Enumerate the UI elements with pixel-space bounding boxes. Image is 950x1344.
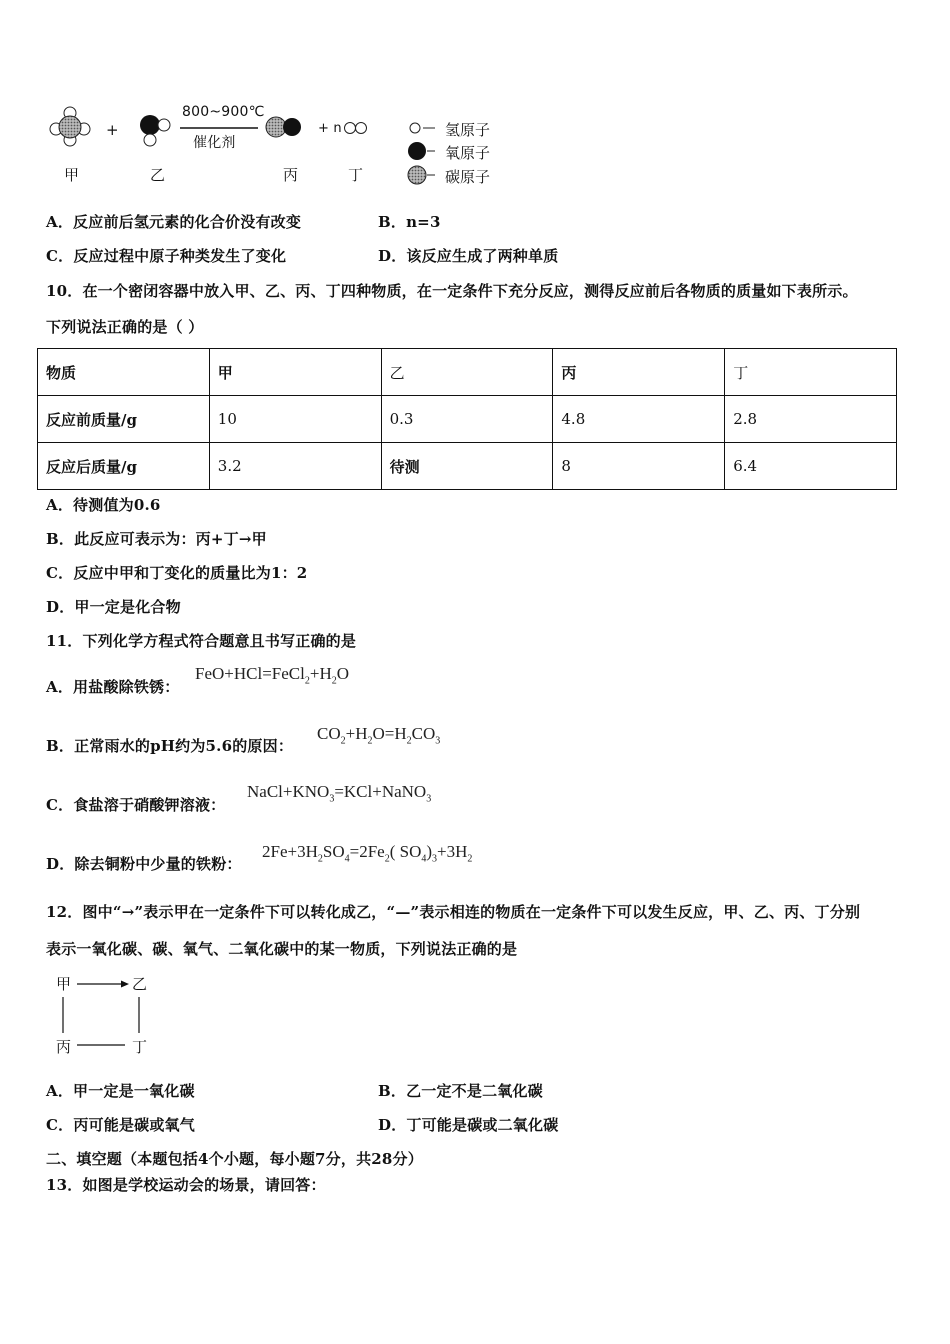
q10-option-b: B．此反应可表示为：丙+丁→甲 [46,530,267,548]
table-cell: 10 [209,396,381,443]
table-cell: 反应后质量/g [38,443,210,490]
reaction-condition-temperature: 800~900℃ [182,104,265,120]
q11-option-b-equation: $CO_2+H_2O=H_2CO_3$ [317,724,441,747]
section-2-heading: 二、填空题（本题包括4个小题，每小题7分，共28分） [46,1150,423,1168]
diagram-node-yi: 乙 [132,975,148,993]
q11-option-d-equation: $2Fe+3H_2SO_4=2Fe_2$( $SO_4)_3+3H_2$ [262,842,473,865]
q9-option-d: D．该反应生成了两种单质 [378,247,559,265]
q10-stem-line2: 下列说法正确的是（ ） [46,318,204,336]
q11-stem: 11．下列化学方程式符合题意且书写正确的是 [46,632,357,650]
table-cell: 乙 [381,349,553,396]
table-cell: 0.3 [381,396,553,443]
q11-option-b-label: B．正常雨水的pH约为5.6的原因： [46,737,294,755]
legend-oxygen-label: 氧原子 [445,144,491,162]
table-cell: 2.8 [725,396,897,443]
hydrogen-molecule-icon [345,123,367,134]
water-molecule-icon [140,115,170,146]
table-row [38,396,897,443]
table-row [38,443,897,490]
legend-carbon-label: 碳原子 [445,168,491,186]
q9-option-a: A．反应前后氢元素的化合价没有改变 [46,213,302,231]
q11-option-c-equation: $NaCl+KNO_3=KCl+NaNO_3$ [247,782,432,805]
q10-stem-line1: 10．在一个密闭容器中放入甲、乙、丙、丁四种物质，在一定条件下充分反应，测得反应前后各物质的质量如下表所示。 [46,282,858,300]
q10-option-c: C．反应中甲和丁变化的质量比为1：2 [46,564,308,582]
q11-option-c-label: C．食盐溶于硝酸钾溶液： [46,796,226,814]
diagram-node-ding: 丁 [132,1038,148,1056]
table-cell: 丁 [725,349,897,396]
diagram-node-bing: 丙 [56,1038,72,1056]
q11-option-a-equation: $FeO+HCl=FeCl_2+H_2O$ [195,664,350,687]
table-cell: 4.8 [553,396,725,443]
label-jia: 甲 [64,166,80,184]
legend-hydrogen-label: 氢原子 [445,121,491,139]
q12-option-b: B．乙一定不是二氧化碳 [378,1082,543,1100]
q12-stem-line2: 表示一氧化碳、碳、氧气、二氧化碳中的某一物质，下列说法正确的是 [46,940,518,958]
diagram-node-jia: 甲 [56,975,72,993]
table-header-row [38,349,897,396]
n-coefficient: + n [318,121,342,136]
table-cell: 物质 [38,349,210,396]
q12-option-a: A．甲一定是一氧化碳 [46,1082,195,1100]
label-bing: 丙 [283,166,299,184]
label-yi: 乙 [150,166,166,184]
q10-option-a: A．待测值为0.6 [46,496,161,514]
table-cell: 6.4 [725,443,897,490]
reaction-condition-catalyst: 催化剂 [193,135,236,151]
plus-sign: + [106,121,119,139]
q12-option-d: D．丁可能是碳或二氧化碳 [378,1116,559,1134]
q13-stem: 13．如图是学校运动会的场景，请回答： [46,1176,326,1194]
table-cell: 甲 [209,349,381,396]
table-cell: 待测 [381,443,553,490]
q9-option-b: B．n=3 [378,213,441,231]
diagram-lines [55,975,155,1050]
carbon-monoxide-molecule-icon [266,117,301,137]
q12-option-c: C．丙可能是碳或氧气 [46,1116,195,1134]
q12-stem-line1: 12．图中“→”表示甲在一定条件下可以转化成乙，“—”表示相连的物质在一定条件下可以发生反应，甲、乙、丙、丁分别 [46,903,861,921]
q11-option-d-label: D．除去铜粉中少量的铁粉： [46,855,242,873]
table-cell: 3.2 [209,443,381,490]
table-cell: 8 [553,443,725,490]
q10-option-d: D．甲一定是化合物 [46,598,181,616]
methane-molecule-icon [50,107,90,146]
legend-icons [405,118,445,190]
mass-table [37,348,897,490]
q9-option-c: C．反应过程中原子种类发生了变化 [46,247,287,265]
q11-option-a-label: A．用盐酸除铁锈： [46,678,180,696]
arrow-head-icon [121,981,129,988]
table-cell: 反应前质量/g [38,396,210,443]
table-cell: 丙 [553,349,725,396]
label-ding: 丁 [348,166,364,184]
